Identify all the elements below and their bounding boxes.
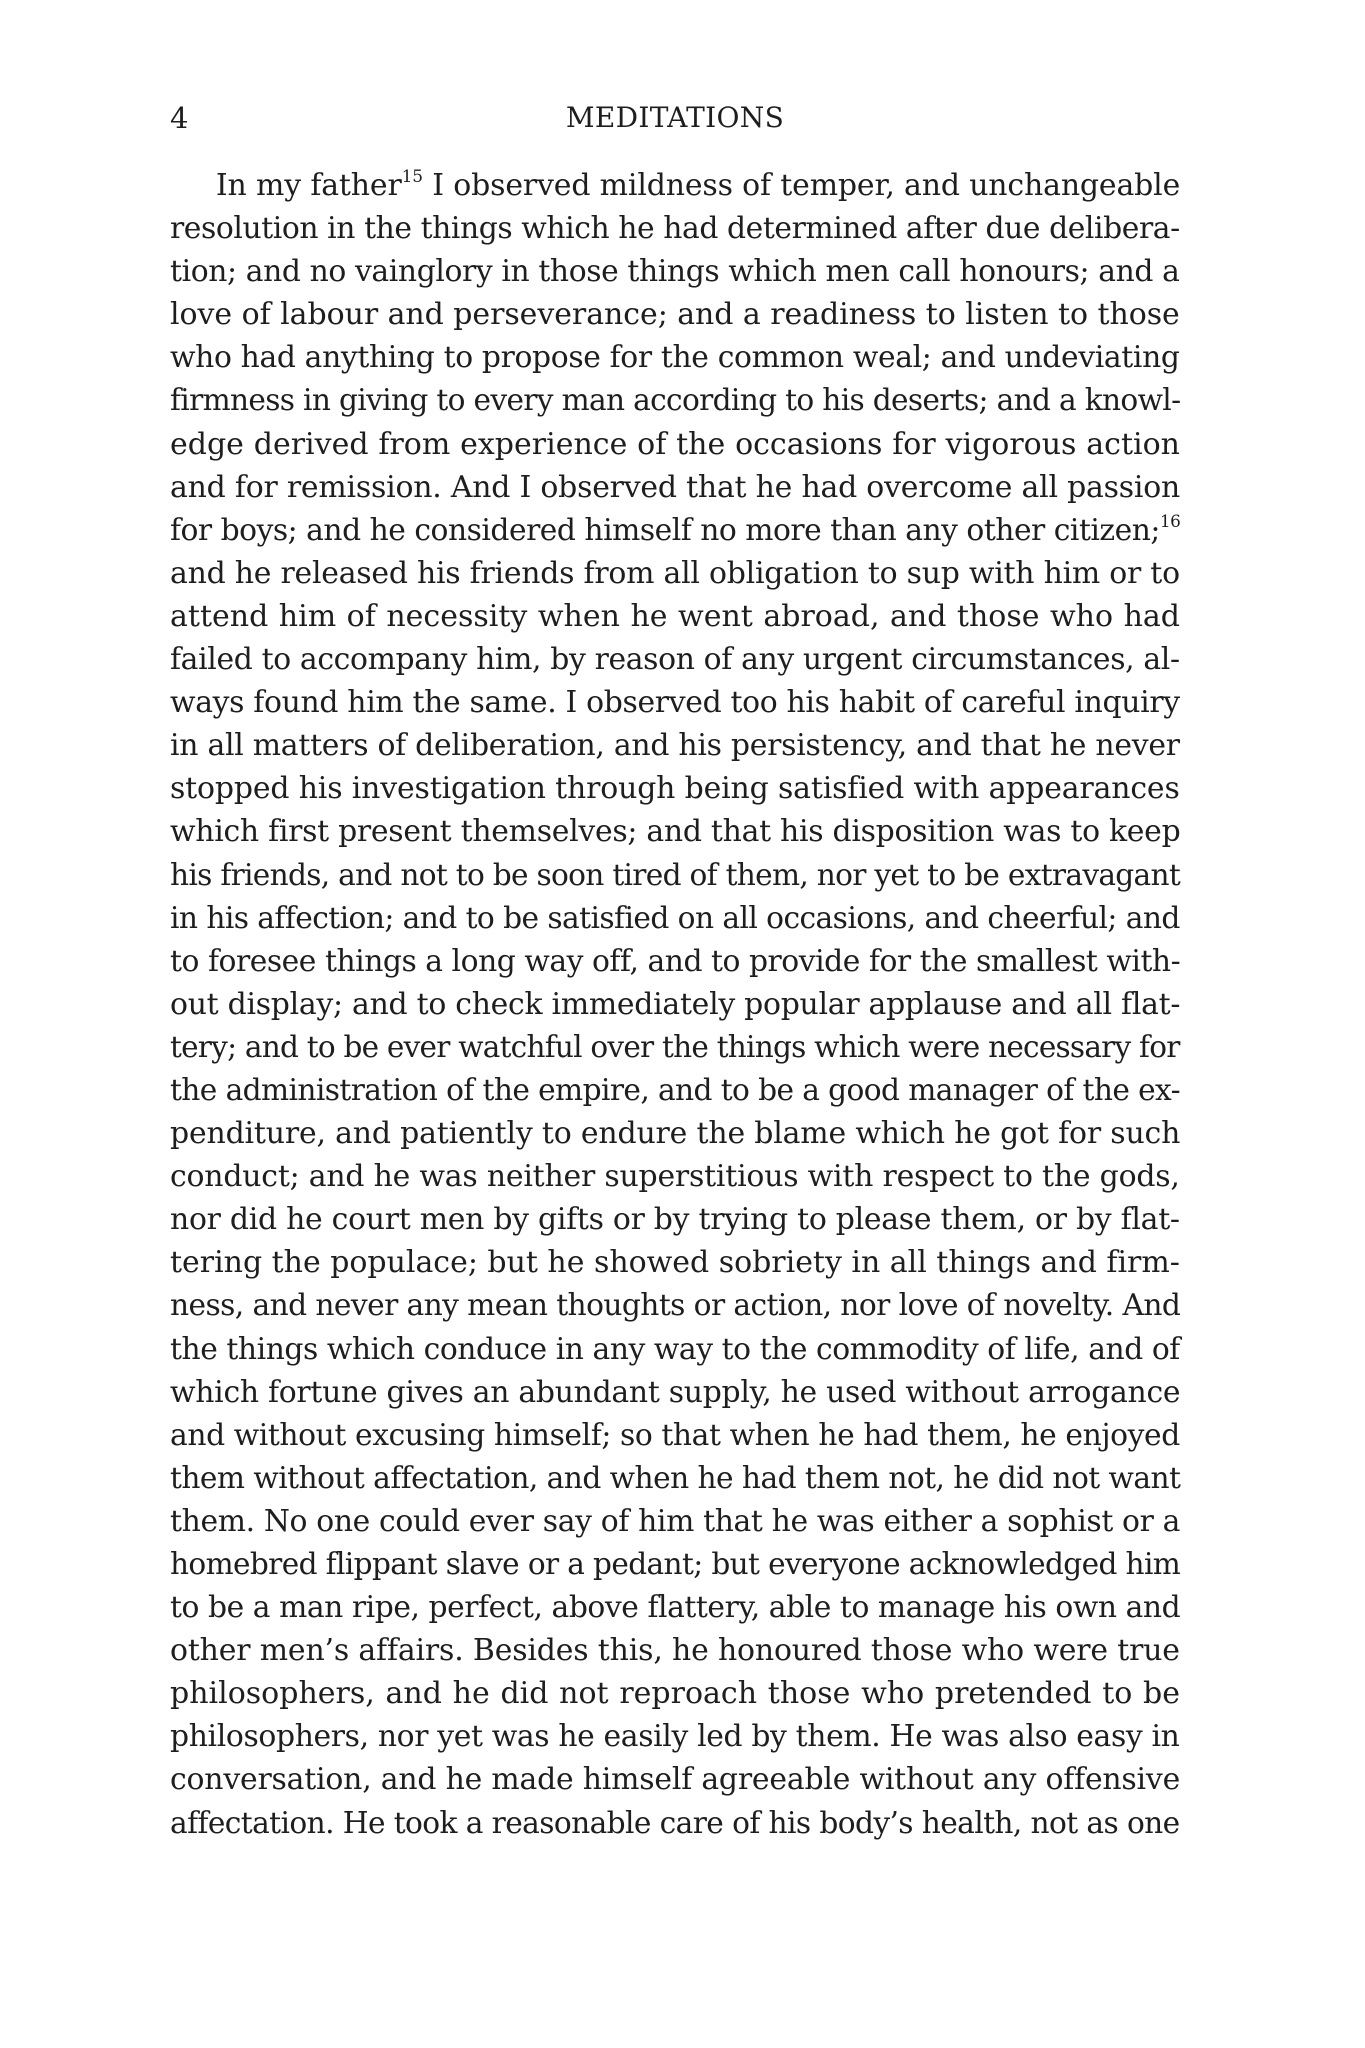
text-line: edge derived from experience of the occasions for vigorous action [170, 426, 1180, 462]
text-line: which first present themselves; and that his disposition was to keep [170, 814, 1181, 850]
text-line: failed to accompany him, by reason of any urgent circumstances, al- [170, 642, 1180, 678]
text-line [170, 164, 1181, 207]
text-line: ways found him the same. I observed too his habit of careful inquiry [170, 685, 1180, 721]
text-line: resolution in the things which he had determined after due delibera- [170, 211, 1180, 247]
text-line: philosophers, nor yet was he easily led by them. He was also easy in [170, 1719, 1180, 1755]
body-paragraph [170, 164, 1180, 1845]
text-line: in his affection; and to be satisfied on all occasions, and cheerful; and [170, 900, 1180, 936]
text-line: homebred flippant slave or a pedant; but everyone acknowledged him [170, 1547, 1181, 1582]
text-line: conversation, and he made himself agreeable without any offensive [170, 1762, 1181, 1798]
page-number: 4 [170, 101, 189, 135]
running-title: MEDITATIONS [565, 101, 785, 134]
text-line: stopped his investigation through being satisfied with appearances [170, 771, 1180, 807]
text-line: penditure, and patiently to endure the blame which he got for such [170, 1116, 1181, 1152]
text-line: them without affectation, and when he had them not, he did not want [170, 1460, 1181, 1496]
text-line: his friends, and not to be soon tired of them, nor yet to be extravagant [170, 857, 1181, 893]
text-line: to foresee things a long way off, and to provide for the smallest with- [170, 943, 1181, 979]
text-line: conduct; and he was neither superstitious with respect to the gods, [170, 1159, 1180, 1195]
text-line: other men’s affairs. Besides this, he honoured those who were true [170, 1633, 1180, 1669]
text-line: and for remission. And I observed that he had overcome all passion [170, 469, 1181, 505]
footnote-marker: 16 [1159, 511, 1181, 532]
text-span: for boys; and he considered himself no more than any other citizen; [170, 512, 1160, 548]
text-line: in all matters of deliberation, and his persistency, and that he never [170, 728, 1180, 764]
text-line: and without excusing himself; so that when he had them, he enjoyed [170, 1417, 1180, 1453]
text-line: affectation. He took a reasonable care of his body’s health, not as one [170, 1805, 1180, 1841]
text-line: the things which conduce in any way to the commodity of life, and of [170, 1331, 1180, 1367]
text-line: out display; and to check immediately popular applause and all flat- [170, 986, 1181, 1022]
text-line: to be a man ripe, perfect, above flattery, able to manage his own and [170, 1590, 1181, 1626]
running-head [170, 96, 1180, 140]
text-line: them. No one could ever say of him that he was either a sophist or a [170, 1503, 1181, 1539]
text-line: love of labour and perseverance; and a readiness to listen to those [170, 297, 1180, 333]
text-line: tion; and no vainglory in those things which men call honours; and a [170, 254, 1180, 290]
text-line: firmness in giving to every man according to his deserts; and a knowl- [170, 383, 1181, 419]
text-line: ness, and never any mean thoughts or action, nor love of novelty. And [170, 1288, 1181, 1324]
footnote-marker: 15 [401, 167, 423, 187]
text-line: the administration of the empire, and to be a good manager of the ex- [170, 1072, 1181, 1108]
text-line: tering the populace; but he showed sobriety in all things and firm- [170, 1245, 1180, 1281]
text-line [170, 509, 1181, 552]
text-line: and he released his friends from all obligation to sup with him or to [170, 555, 1180, 591]
text-span: In my father [215, 168, 402, 203]
text-line: who had anything to propose for the common weal; and undeviating [170, 340, 1180, 376]
text-line: philosophers, and he did not reproach those who pretended to be [170, 1676, 1180, 1712]
text-span: I observed mildness of temper, and unchangeable [422, 168, 1181, 203]
text-line: which fortune gives an abundant supply, he used without arrogance [170, 1374, 1181, 1410]
text-line: attend him of necessity when he went abroad, and those who had [170, 598, 1180, 634]
text-line: nor did he court men by gifts or by trying to please them, or by flat- [170, 1202, 1180, 1238]
text-line: tery; and to be ever watchful over the things which were necessary for [170, 1029, 1180, 1065]
